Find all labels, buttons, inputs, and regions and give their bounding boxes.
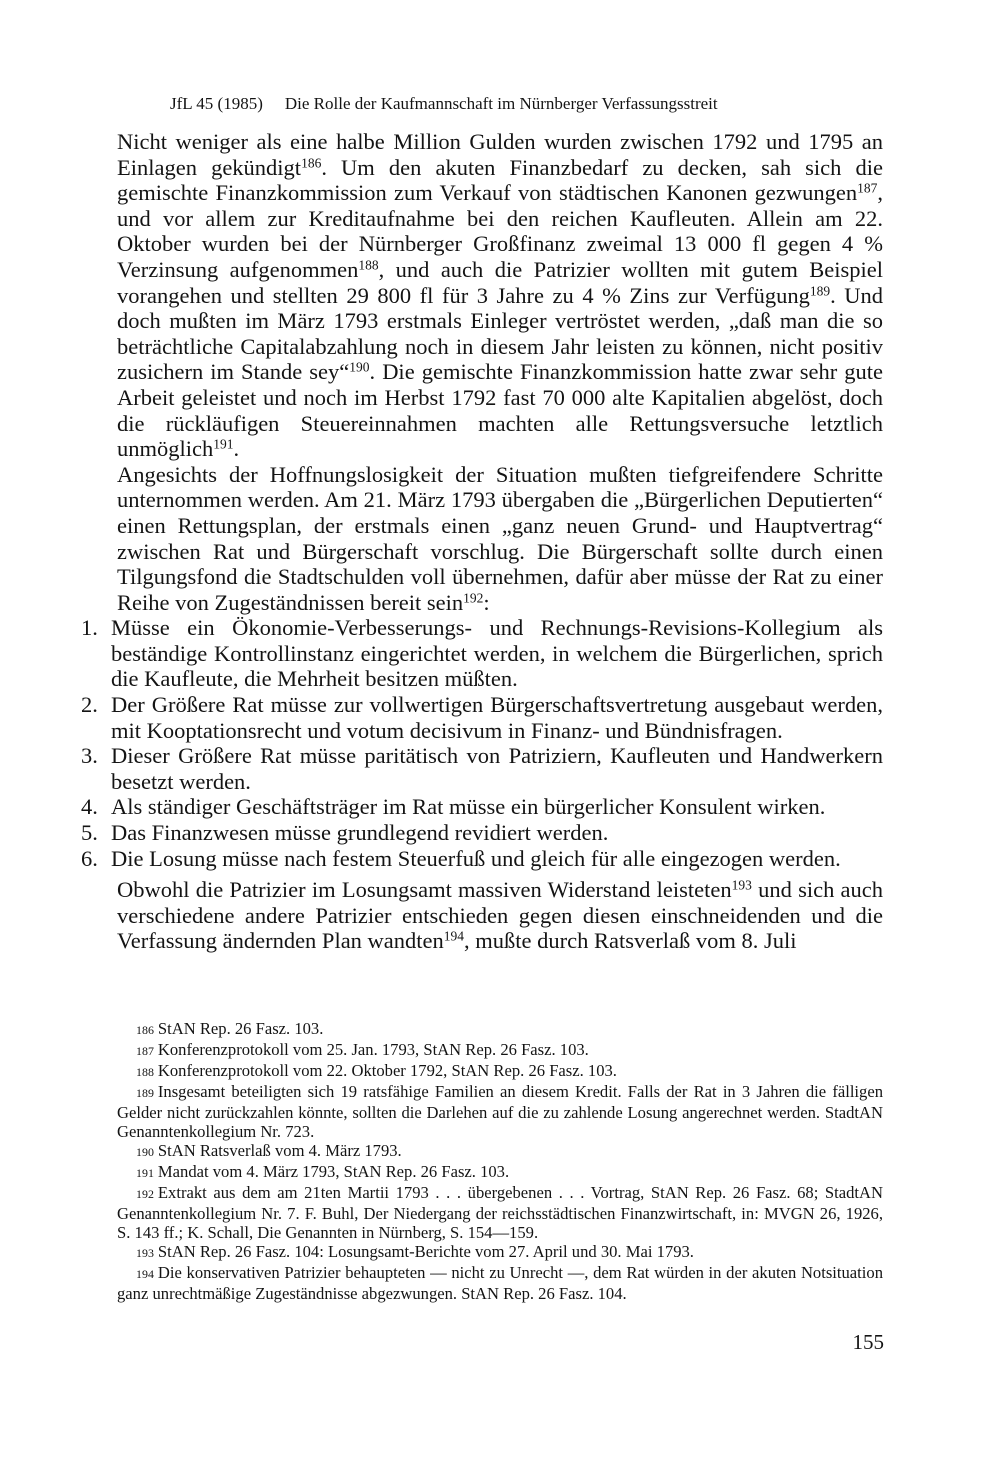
list-item-text: Müsse ein Ökonomie-Verbesserungs- und Rechnungs-Revisions-Kollegium als beständige Kontrollinstanz eingerichtet werden, in welchem die Bürgerlichen, sprich die Kaufleute, die Mehrheit besitzen müßten. <box>111 615 883 692</box>
footnote-number: 189 <box>136 1086 154 1100</box>
page-number: 155 <box>852 1330 884 1354</box>
footnote-number: 190 <box>136 1145 154 1159</box>
footnote-text: Extrakt aus dem am 21ten Martii 1793 . . . übergebenen . . . Vortrag, StAN Rep. 26 Fasz. 68; StadtAN Genanntenkollegium Nr. 7. F. Buhl, Der Niedergang der reichsstädtischen Finanzwirtschaft, in: MVGN 26, 1926, S. 143 ff.; K. Schall, Die Genannten in Nürnberg, S. 154—159. <box>117 1183 883 1242</box>
list-item-number: 1. <box>81 615 98 641</box>
footnote-number: 186 <box>136 1023 154 1037</box>
footnote-text: Die konservativen Patrizier behaupteten — nicht zu Unrecht —, dem Rat würden in der akuten Notsituation ganz unrechtmäßige Zugeständnisse abgezwungen. StAN Rep. 26 Fasz. 104. <box>117 1263 883 1303</box>
body-text <box>81 129 884 954</box>
numbered-list <box>81 615 883 871</box>
footnote-187 <box>117 1040 883 1061</box>
list-item <box>81 615 883 692</box>
text-run: , mußte durch Ratsverlaß vom 8. Juli <box>464 928 797 954</box>
list-item <box>81 846 883 872</box>
journal-reference: JfL 45 (1985) <box>170 94 263 113</box>
list-item-number: 5. <box>81 820 98 846</box>
text-run: und sich auch verschiedene andere Patrizier entschieden gegen diesen einschneidenden und die Verfassung ändernden Plan wandten <box>117 877 884 954</box>
footnote-ref-186[interactable]: 186 <box>301 155 322 171</box>
paragraph-2 <box>117 462 883 616</box>
list-item-text: Als ständiger Geschäftsträger im Rat müsse ein bürgerlicher Konsulent wirken. <box>111 794 826 820</box>
text-run: : <box>483 589 490 615</box>
running-header <box>170 94 870 114</box>
list-item <box>81 820 883 846</box>
footnote-ref-187[interactable]: 187 <box>857 180 878 196</box>
paragraph-3 <box>117 877 883 954</box>
footnote-ref-194[interactable]: 194 <box>443 928 465 944</box>
list-item-text: Der Größere Rat müsse zur vollwertigen Bürgerschaftsvertretung ausgebaut werden, mit Kooptationsrecht und votum decisivum in Finanz- und Bündnisfragen. <box>111 692 883 743</box>
list-item-text: Dieser Größere Rat müsse paritätisch von Patriziern, Kaufleuten und Handwerkern besetzt werden. <box>111 743 883 794</box>
list-item-text: Die Losung müsse nach festem Steuerfuß und gleich für alle eingezogen werden. <box>111 845 841 871</box>
footnote-ref-188[interactable]: 188 <box>358 257 379 273</box>
footnote-number: 188 <box>136 1065 154 1079</box>
footnote-188 <box>117 1061 883 1082</box>
footnote-text: Konferenzprotokoll vom 22. Oktober 1792, StAN Rep. 26 Fasz. 103. <box>157 1061 617 1080</box>
list-item-number: 3. <box>81 743 98 769</box>
text-run: Obwohl die Patrizier im Losungsamt massiven Widerstand leisteten <box>117 877 732 903</box>
footnote-number: 193 <box>136 1246 154 1260</box>
footnote-190 <box>117 1141 883 1162</box>
text-run: . <box>233 436 240 462</box>
footnotes-section <box>117 1019 883 1303</box>
footnote-text: StAN Rep. 26 Fasz. 103. <box>157 1019 324 1038</box>
footnote-191 <box>117 1162 883 1183</box>
footnote-number: 191 <box>136 1166 154 1180</box>
footnote-text: StAN Rep. 26 Fasz. 104: Losungsamt-Berichte vom 27. April und 30. Mai 1793. <box>157 1242 694 1261</box>
list-item <box>81 743 883 794</box>
footnote-number: 194 <box>136 1267 154 1281</box>
footnote-189 <box>117 1082 883 1141</box>
footnote-ref-191[interactable]: 191 <box>213 436 234 452</box>
text-run: , und vor allem zur Kreditaufnahme bei den reichen Kaufleuten. Allein am 22. Oktober wurden bei der Nürnberger Großfinanz zweimal 13 000 fl gegen 4 % Verzinsung aufgenommen <box>117 180 883 282</box>
footnote-ref-192[interactable]: 192 <box>463 590 484 606</box>
footnote-194 <box>117 1263 883 1303</box>
text-run: , und auch die Patrizier wollten mit gutem Beispiel vorangehen und stellten 29 800 fl für 3 Jahre zu 4 % Zins zur Verfügung <box>117 256 883 308</box>
footnote-186 <box>117 1019 883 1040</box>
footnote-ref-190[interactable]: 190 <box>349 359 370 375</box>
list-item <box>81 692 883 743</box>
footnote-text: Konferenzprotokoll vom 25. Jan. 1793, StAN Rep. 26 Fasz. 103. <box>157 1040 589 1059</box>
text-run: Nicht weniger als eine halbe Million Gulden wurden zwischen 1792 und 1795 an Einlagen gekündigt <box>117 129 883 180</box>
footnote-193 <box>117 1242 883 1263</box>
footnote-text: Insgesamt beteiligten sich 19 ratsfähige Familien an diesem Kredit. Falls der Rat in 3 Jahren die fälligen Gelder nicht zurückzahlen könnte, sollten die Darlehen auf die zu zahlende Losung angerechnet werden. StadtAN Genanntenkollegium Nr. 723. <box>117 1082 883 1141</box>
footnote-text: Mandat vom 4. März 1793, StAN Rep. 26 Fasz. 103. <box>157 1162 510 1181</box>
list-item-number: 4. <box>81 794 98 820</box>
paragraph-1 <box>117 129 883 462</box>
text-run: Angesichts der Hoffnungslosigkeit der Situation mußten tiefgreifendere Schritte unternommen werden. Am 21. März 1793 übergaben die „Bürgerlichen Deputierten“ einen Rettungsplan, der erstmals einen „ganz neuen Grund- und Hauptvertrag“ zwischen Rat und Bürgerschaft vorschlug. Die Bürgerschaft sollte durch einen Tilgungsfond die Stadtschulden voll übernehmen, dafür aber müsse der Rat zu einer Reihe von Zugeständnissen bereit sein <box>117 461 883 615</box>
footnote-number: 187 <box>136 1044 154 1058</box>
list-item-text: Das Finanzwesen müsse grundlegend revidiert werden. <box>111 820 609 846</box>
footnote-text: StAN Ratsverlaß vom 4. März 1793. <box>157 1141 402 1160</box>
footnote-ref-193[interactable]: 193 <box>731 877 752 893</box>
list-item <box>81 794 883 820</box>
article-title: Die Rolle der Kaufmannschaft im Nürnberger Verfassungsstreit <box>284 94 718 113</box>
list-item-number: 6. <box>81 845 98 871</box>
text-run: . Um den akuten Finanzbedarf zu decken, sah sich die gemischte Finanzkommission zum Verkauf von städtischen Kanonen gezwungen <box>117 154 883 206</box>
footnote-number: 192 <box>136 1187 154 1201</box>
footnote-192 <box>117 1183 883 1242</box>
text-run: . Und doch mußten im März 1793 erstmals Einleger vertröstet werden, „daß man die so beträchtliche Capitalabzahlung noch in diesem Jahr leisten zu können, nicht positiv zusichern im Stande sey“ <box>117 282 883 385</box>
footnote-ref-189[interactable]: 189 <box>809 283 831 299</box>
list-item-number: 2. <box>81 692 98 718</box>
text-run: . Die gemischte Finanzkommission hatte zwar sehr gute Arbeit geleistet und noch im Herbst 1792 fast 70 000 alte Kapitalien abgelöst, doch die rückläufigen Steuereinnahmen machten alle Rettungsversuche letztlich unmöglich <box>117 359 883 462</box>
